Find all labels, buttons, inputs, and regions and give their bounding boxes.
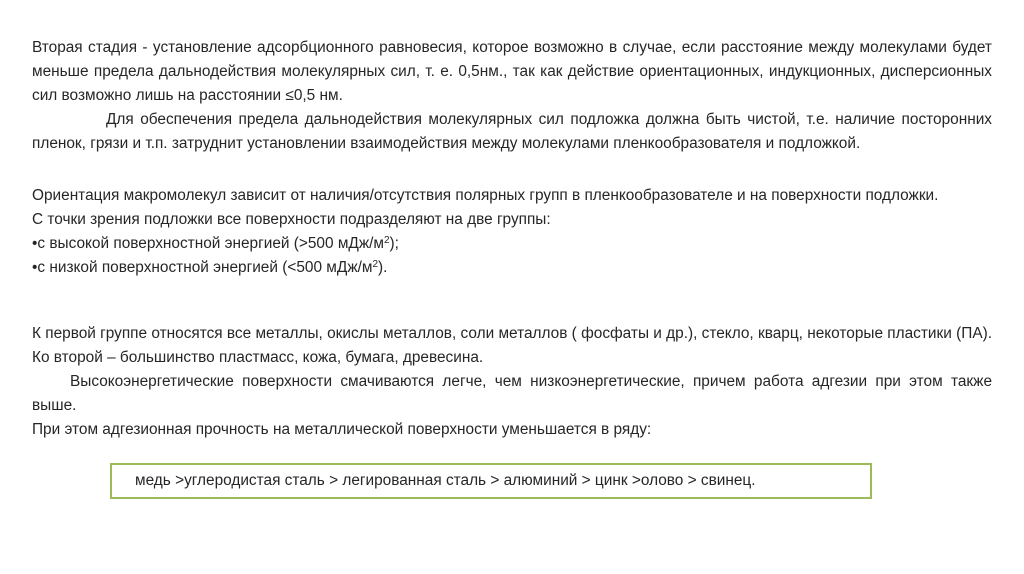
metal-series-box: медь >углеродистая сталь > легированная сталь > алюминий > цинк >олово > свинец.: [110, 463, 872, 499]
text-block-adsorption: [32, 36, 992, 156]
text-block-groups: [32, 322, 992, 442]
bullet-low-energy-end: ).: [378, 259, 388, 276]
paragraph-orientation: Ориентация макромолекул зависит от наличия/отсутствия полярных групп в пленкообразователе и на поверхности подложки.: [32, 187, 939, 204]
bullet-high-energy-end: );: [389, 235, 399, 252]
paragraph-groups: С точки зрения подложки все поверхности подразделяют на две группы:: [32, 211, 551, 228]
text-block-orientation: [32, 184, 992, 280]
paragraph-first-group: К первой группе относятся все металлы, окислы металлов, соли металлов ( фосфаты и др.), стекло, кварц, некоторые пластики (ПА). Ко второй – большинство пластмасс, кожа, бумага, древесина.: [32, 325, 992, 366]
bullet-low-energy-sup: 2: [372, 259, 379, 270]
bullet-high-energy-text: •с высокой поверхностной энергией (>500 мДж/м: [32, 235, 384, 252]
bullet-high-energy-sup: 2: [383, 235, 390, 246]
bullet-high-energy: [32, 232, 992, 256]
paragraph-clean-substrate: Для обеспечения предела дальнодействия молекулярных сил подложка должна быть чистой, т.е. наличие посторонних пленок, грязи и т.п. затруднит установлении взаимодействия между молекулами пленкообразователя и подложкой.: [32, 111, 992, 152]
bullet-low-energy-text: •с низкой поверхностной энергией (<500 мДж/м: [32, 259, 373, 276]
bullet-low-energy: [32, 256, 992, 280]
paragraph-adsorption-stage: Вторая стадия - установление адсорбционного равновесия, которое возможно в случае, если расстояние между молекулами будет меньше предела дальнодействия молекулярных сил, т. е. 0,5нм., так как действие ориентационных, индукционных, дисперсионных сил возможно лишь на расстоянии ≤0,5 нм.: [32, 39, 992, 104]
paragraph-adhesion-series: При этом адгезионная прочность на металлической поверхности уменьшается в ряду:: [32, 421, 652, 438]
paragraph-wetting: Высокоэнергетические поверхности смачиваются легче, чем низкоэнергетические, причем работа адгезии при этом также выше.: [32, 373, 992, 414]
